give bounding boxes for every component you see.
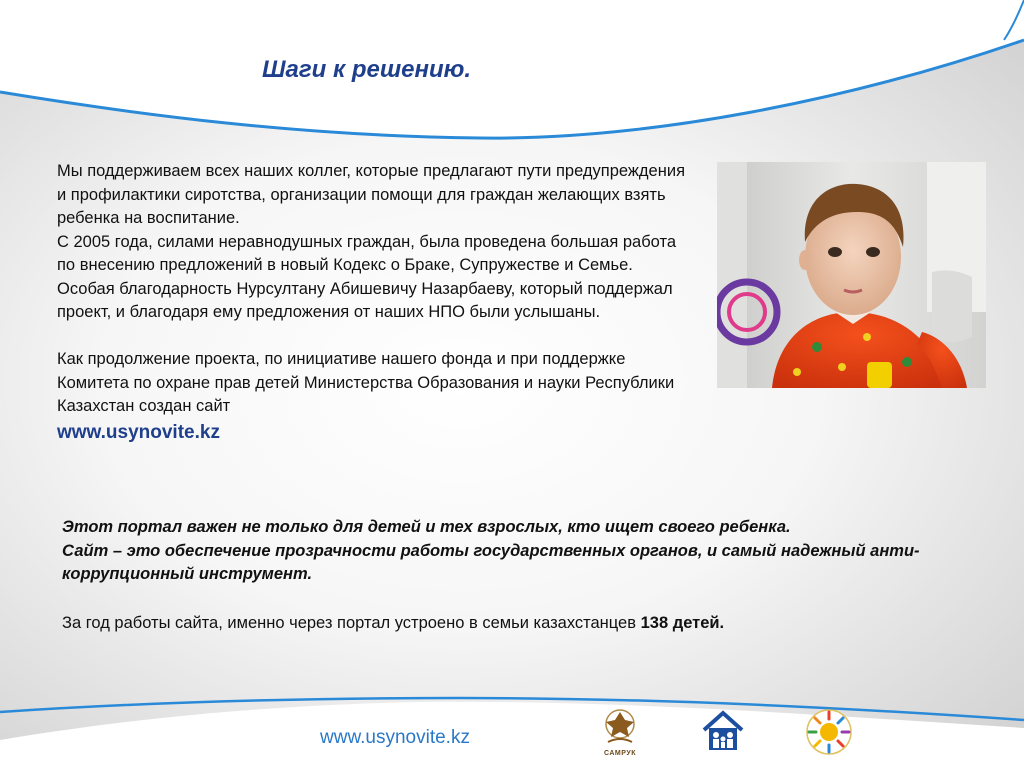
- highlight-text: [62, 516, 962, 587]
- site-link[interactable]: www.usynovite.kz: [57, 421, 220, 443]
- stat-count: 138: [640, 614, 669, 632]
- stat-suffix: детей.: [672, 614, 725, 632]
- paragraph-spacer: [57, 325, 697, 349]
- samruk-logo: [598, 706, 642, 762]
- stat-prefix: За год работы сайта, именно через портал устроено в семьи казахстанцев: [62, 614, 636, 632]
- sun-children-logo: [805, 708, 853, 756]
- highlight-line-portal: Этот портал важен не только для детей и тех взрослых, кто ищет своего ребенка.: [62, 518, 791, 536]
- paragraph-support: Мы поддерживаем всех наших коллег, которые предлагают пути предупреждения и профилактики сиротства, организации помощи для граждан желающих взять ребенка на воспитание.: [57, 162, 685, 227]
- paragraph-2005: С 2005 года, силами неравнодушных граждан, была проведена большая работа по внесению предложений в новый Кодекс о Браке, Супружестве и Семье.: [57, 232, 677, 274]
- main-text: [57, 160, 697, 445]
- paragraph-gratitude: Особая благодарность Нурсултану Абишевичу Назарбаеву, который поддержал проект, и благодаря ему предложения от наших НПО были услышаны.: [57, 279, 673, 321]
- stat-text: [62, 612, 962, 635]
- highlight-line-transparency: Сайт – это обеспечение прозрачности работы государственных органов, и самый надежный анти-коррупционный инструмент.: [62, 541, 920, 583]
- samruk-logo-label: САМРУК: [604, 750, 636, 757]
- child-photo: [717, 162, 986, 388]
- slide-title: Шаги к решению.: [262, 56, 472, 83]
- house-family-logo: [700, 708, 746, 754]
- paragraph-continuation: Как продолжение проекта, по инициативе нашего фонда и при поддержке Комитета по охране прав детей Министерства Образования и науки Республики Казахстан создан сайт: [57, 350, 675, 415]
- footer-url-link[interactable]: www.usynovite.kz: [320, 727, 470, 748]
